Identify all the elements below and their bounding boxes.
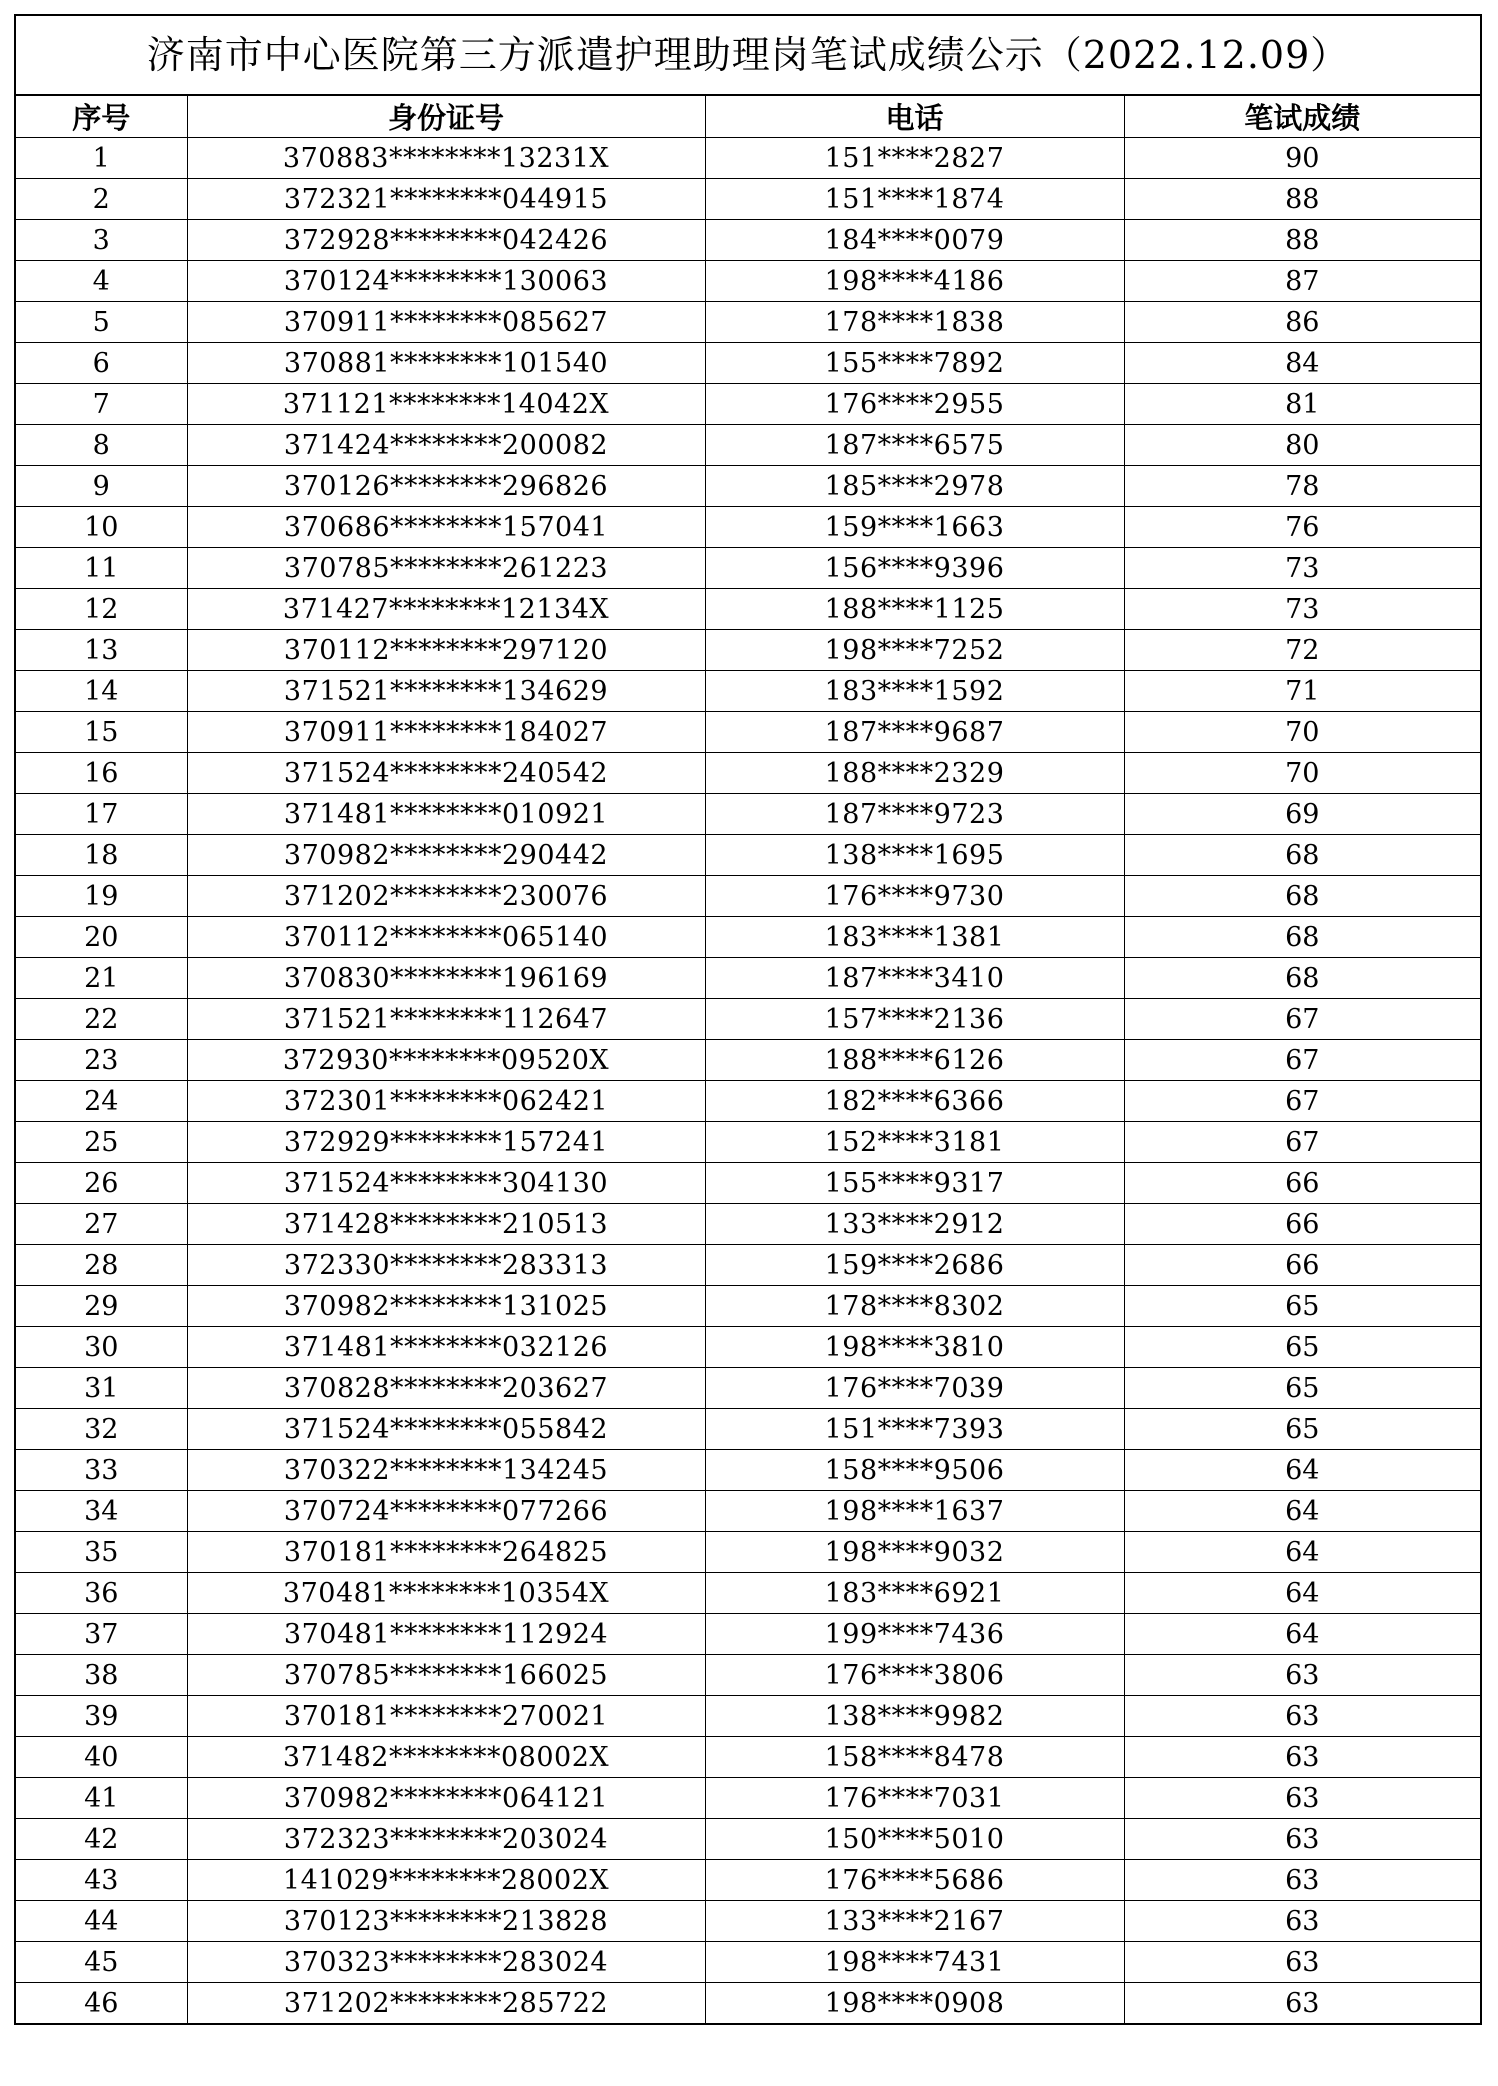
- cell-phone: 155****9317: [705, 1163, 1124, 1204]
- cell-written-score: 65: [1124, 1286, 1480, 1327]
- cell-number: 30: [16, 1327, 187, 1368]
- cell-written-score: 64: [1124, 1573, 1480, 1614]
- cell-id-number: 372323********203024: [187, 1819, 705, 1860]
- cell-phone: 198****7252: [705, 630, 1124, 671]
- cell-written-score: 63: [1124, 1983, 1480, 2024]
- cell-phone: 188****2329: [705, 753, 1124, 794]
- cell-written-score: 64: [1124, 1614, 1480, 1655]
- cell-number: 35: [16, 1532, 187, 1573]
- cell-id-number: 371521********112647: [187, 999, 705, 1040]
- table-row: [16, 179, 1480, 220]
- cell-number: 34: [16, 1491, 187, 1532]
- cell-id-number: 371481********032126: [187, 1327, 705, 1368]
- cell-id-number: 370724********077266: [187, 1491, 705, 1532]
- table-row: [16, 1081, 1480, 1122]
- table-row: [16, 999, 1480, 1040]
- cell-phone: 176****3806: [705, 1655, 1124, 1696]
- cell-id-number: 372928********042426: [187, 220, 705, 261]
- cell-id-number: 371424********200082: [187, 425, 705, 466]
- cell-number: 31: [16, 1368, 187, 1409]
- cell-phone: 187****9723: [705, 794, 1124, 835]
- cell-number: 24: [16, 1081, 187, 1122]
- cell-written-score: 73: [1124, 589, 1480, 630]
- cell-id-number: 371521********134629: [187, 671, 705, 712]
- cell-written-score: 63: [1124, 1655, 1480, 1696]
- table-row: [16, 1409, 1480, 1450]
- cell-id-number: 371524********240542: [187, 753, 705, 794]
- cell-number: 10: [16, 507, 187, 548]
- cell-written-score: 65: [1124, 1368, 1480, 1409]
- cell-number: 43: [16, 1860, 187, 1901]
- cell-written-score: 63: [1124, 1819, 1480, 1860]
- cell-id-number: 371121********14042X: [187, 384, 705, 425]
- cell-written-score: 63: [1124, 1778, 1480, 1819]
- table-row: [16, 1614, 1480, 1655]
- cell-phone: 176****9730: [705, 876, 1124, 917]
- cell-number: 22: [16, 999, 187, 1040]
- cell-phone: 176****2955: [705, 384, 1124, 425]
- cell-phone: 159****2686: [705, 1245, 1124, 1286]
- cell-number: 23: [16, 1040, 187, 1081]
- cell-written-score: 68: [1124, 917, 1480, 958]
- cell-phone: 151****1874: [705, 179, 1124, 220]
- table-row: [16, 1368, 1480, 1409]
- cell-number: 38: [16, 1655, 187, 1696]
- cell-number: 18: [16, 835, 187, 876]
- cell-number: 16: [16, 753, 187, 794]
- cell-id-number: 370785********166025: [187, 1655, 705, 1696]
- table-row: [16, 1655, 1480, 1696]
- cell-phone: 159****1663: [705, 507, 1124, 548]
- cell-number: 11: [16, 548, 187, 589]
- table-row: [16, 1819, 1480, 1860]
- cell-written-score: 90: [1124, 138, 1480, 179]
- cell-number: 15: [16, 712, 187, 753]
- cell-phone: 138****9982: [705, 1696, 1124, 1737]
- cell-id-number: 370481********10354X: [187, 1573, 705, 1614]
- table-row: [16, 220, 1480, 261]
- cell-written-score: 73: [1124, 548, 1480, 589]
- cell-phone: 198****0908: [705, 1983, 1124, 2024]
- cell-number: 2: [16, 179, 187, 220]
- table-row: [16, 384, 1480, 425]
- cell-written-score: 70: [1124, 712, 1480, 753]
- cell-phone: 133****2912: [705, 1204, 1124, 1245]
- cell-phone: 187****3410: [705, 958, 1124, 999]
- cell-written-score: 71: [1124, 671, 1480, 712]
- cell-number: 4: [16, 261, 187, 302]
- cell-id-number: 372301********062421: [187, 1081, 705, 1122]
- table-row: [16, 1245, 1480, 1286]
- cell-phone: 198****3810: [705, 1327, 1124, 1368]
- cell-id-number: 370982********064121: [187, 1778, 705, 1819]
- table-row: [16, 1901, 1480, 1942]
- cell-written-score: 69: [1124, 794, 1480, 835]
- cell-number: 39: [16, 1696, 187, 1737]
- cell-id-number: 370323********283024: [187, 1942, 705, 1983]
- cell-id-number: 370830********196169: [187, 958, 705, 999]
- cell-phone: 198****1637: [705, 1491, 1124, 1532]
- cell-phone: 151****2827: [705, 138, 1124, 179]
- cell-id-number: 371524********055842: [187, 1409, 705, 1450]
- cell-id-number: 372321********044915: [187, 179, 705, 220]
- table-row: [16, 958, 1480, 999]
- cell-number: 37: [16, 1614, 187, 1655]
- cell-number: 28: [16, 1245, 187, 1286]
- results-table: [16, 96, 1480, 2023]
- cell-phone: 176****7031: [705, 1778, 1124, 1819]
- cell-number: 14: [16, 671, 187, 712]
- cell-number: 9: [16, 466, 187, 507]
- page-title: 济南市中心医院第三方派遣护理助理岗笔试成绩公示（2022.12.09）: [16, 16, 1480, 96]
- cell-phone: 187****6575: [705, 425, 1124, 466]
- cell-written-score: 66: [1124, 1204, 1480, 1245]
- cell-id-number: 370982********290442: [187, 835, 705, 876]
- table-body: [16, 138, 1480, 2024]
- cell-phone: 176****7039: [705, 1368, 1124, 1409]
- cell-id-number: 370982********131025: [187, 1286, 705, 1327]
- cell-id-number: 370481********112924: [187, 1614, 705, 1655]
- table-row: [16, 1778, 1480, 1819]
- cell-written-score: 88: [1124, 220, 1480, 261]
- cell-id-number: 370181********264825: [187, 1532, 705, 1573]
- cell-number: 25: [16, 1122, 187, 1163]
- cell-written-score: 67: [1124, 999, 1480, 1040]
- cell-number: 42: [16, 1819, 187, 1860]
- cell-written-score: 87: [1124, 261, 1480, 302]
- table-row: [16, 1573, 1480, 1614]
- table-row: [16, 1737, 1480, 1778]
- column-header-id-number: 身份证号: [187, 96, 705, 138]
- cell-id-number: 370686********157041: [187, 507, 705, 548]
- cell-written-score: 65: [1124, 1409, 1480, 1450]
- cell-phone: 158****8478: [705, 1737, 1124, 1778]
- table-header-row: [16, 96, 1480, 138]
- cell-phone: 138****1695: [705, 835, 1124, 876]
- table-row: [16, 1983, 1480, 2024]
- cell-phone: 187****9687: [705, 712, 1124, 753]
- table-row: [16, 425, 1480, 466]
- cell-id-number: 371428********210513: [187, 1204, 705, 1245]
- table-row: [16, 1942, 1480, 1983]
- table-row: [16, 466, 1480, 507]
- table-row: [16, 138, 1480, 179]
- cell-number: 32: [16, 1409, 187, 1450]
- cell-number: 12: [16, 589, 187, 630]
- cell-written-score: 70: [1124, 753, 1480, 794]
- cell-number: 27: [16, 1204, 187, 1245]
- cell-written-score: 67: [1124, 1081, 1480, 1122]
- cell-phone: 183****1381: [705, 917, 1124, 958]
- cell-written-score: 72: [1124, 630, 1480, 671]
- table-row: [16, 794, 1480, 835]
- cell-written-score: 78: [1124, 466, 1480, 507]
- table-row: [16, 1491, 1480, 1532]
- cell-written-score: 65: [1124, 1327, 1480, 1368]
- cell-number: 8: [16, 425, 187, 466]
- table-row: [16, 1204, 1480, 1245]
- table-row: [16, 712, 1480, 753]
- cell-phone: 150****5010: [705, 1819, 1124, 1860]
- cell-written-score: 68: [1124, 958, 1480, 999]
- cell-phone: 183****1592: [705, 671, 1124, 712]
- cell-id-number: 370123********213828: [187, 1901, 705, 1942]
- cell-number: 40: [16, 1737, 187, 1778]
- cell-number: 21: [16, 958, 187, 999]
- cell-written-score: 68: [1124, 876, 1480, 917]
- table-row: [16, 917, 1480, 958]
- cell-written-score: 63: [1124, 1696, 1480, 1737]
- cell-written-score: 84: [1124, 343, 1480, 384]
- cell-written-score: 63: [1124, 1737, 1480, 1778]
- cell-written-score: 66: [1124, 1163, 1480, 1204]
- cell-id-number: 370883********13231X: [187, 138, 705, 179]
- cell-phone: 185****2978: [705, 466, 1124, 507]
- column-header-phone: 电话: [705, 96, 1124, 138]
- cell-number: 44: [16, 1901, 187, 1942]
- cell-id-number: 370911********184027: [187, 712, 705, 753]
- cell-written-score: 81: [1124, 384, 1480, 425]
- cell-phone: 188****6126: [705, 1040, 1124, 1081]
- cell-written-score: 76: [1124, 507, 1480, 548]
- cell-id-number: 371427********12134X: [187, 589, 705, 630]
- cell-written-score: 64: [1124, 1532, 1480, 1573]
- cell-number: 41: [16, 1778, 187, 1819]
- table-row: [16, 1327, 1480, 1368]
- table-row: [16, 753, 1480, 794]
- table-row: [16, 671, 1480, 712]
- cell-phone: 178****1838: [705, 302, 1124, 343]
- cell-phone: 156****9396: [705, 548, 1124, 589]
- table-row: [16, 302, 1480, 343]
- table-row: [16, 343, 1480, 384]
- cell-id-number: 372930********09520X: [187, 1040, 705, 1081]
- cell-phone: 184****0079: [705, 220, 1124, 261]
- column-header-number: 序号: [16, 96, 187, 138]
- cell-number: 17: [16, 794, 187, 835]
- cell-phone: 178****8302: [705, 1286, 1124, 1327]
- cell-phone: 183****6921: [705, 1573, 1124, 1614]
- table-row: [16, 1696, 1480, 1737]
- cell-id-number: 370785********261223: [187, 548, 705, 589]
- cell-id-number: 370126********296826: [187, 466, 705, 507]
- cell-number: 26: [16, 1163, 187, 1204]
- cell-number: 33: [16, 1450, 187, 1491]
- cell-written-score: 67: [1124, 1122, 1480, 1163]
- cell-written-score: 80: [1124, 425, 1480, 466]
- cell-id-number: 370112********065140: [187, 917, 705, 958]
- cell-number: 6: [16, 343, 187, 384]
- table-row: [16, 1040, 1480, 1081]
- column-header-written-score: 笔试成绩: [1124, 96, 1480, 138]
- cell-number: 1: [16, 138, 187, 179]
- cell-id-number: 372929********157241: [187, 1122, 705, 1163]
- cell-id-number: 371482********08002X: [187, 1737, 705, 1778]
- cell-number: 29: [16, 1286, 187, 1327]
- table-row: [16, 1163, 1480, 1204]
- table-row: [16, 835, 1480, 876]
- cell-phone: 133****2167: [705, 1901, 1124, 1942]
- cell-written-score: 67: [1124, 1040, 1480, 1081]
- cell-phone: 198****9032: [705, 1532, 1124, 1573]
- cell-written-score: 63: [1124, 1901, 1480, 1942]
- cell-number: 20: [16, 917, 187, 958]
- cell-number: 45: [16, 1942, 187, 1983]
- table-row: [16, 261, 1480, 302]
- cell-id-number: 371524********304130: [187, 1163, 705, 1204]
- cell-phone: 157****2136: [705, 999, 1124, 1040]
- cell-id-number: 370828********203627: [187, 1368, 705, 1409]
- cell-phone: 198****7431: [705, 1942, 1124, 1983]
- table-row: [16, 1860, 1480, 1901]
- cell-number: 13: [16, 630, 187, 671]
- cell-written-score: 88: [1124, 179, 1480, 220]
- cell-number: 3: [16, 220, 187, 261]
- cell-phone: 199****7436: [705, 1614, 1124, 1655]
- cell-id-number: 371481********010921: [187, 794, 705, 835]
- cell-number: 5: [16, 302, 187, 343]
- cell-written-score: 86: [1124, 302, 1480, 343]
- cell-phone: 176****5686: [705, 1860, 1124, 1901]
- table-row: [16, 1122, 1480, 1163]
- results-sheet: [14, 14, 1482, 2025]
- cell-id-number: 370112********297120: [187, 630, 705, 671]
- cell-phone: 152****3181: [705, 1122, 1124, 1163]
- cell-id-number: 372330********283313: [187, 1245, 705, 1286]
- cell-phone: 158****9506: [705, 1450, 1124, 1491]
- table-row: [16, 630, 1480, 671]
- table-row: [16, 1450, 1480, 1491]
- cell-id-number: 371202********285722: [187, 1983, 705, 2024]
- table-row: [16, 876, 1480, 917]
- cell-phone: 151****7393: [705, 1409, 1124, 1450]
- cell-written-score: 63: [1124, 1860, 1480, 1901]
- cell-phone: 198****4186: [705, 261, 1124, 302]
- cell-written-score: 64: [1124, 1491, 1480, 1532]
- table-row: [16, 1286, 1480, 1327]
- cell-number: 36: [16, 1573, 187, 1614]
- table-row: [16, 1532, 1480, 1573]
- table-row: [16, 589, 1480, 630]
- cell-written-score: 66: [1124, 1245, 1480, 1286]
- cell-phone: 182****6366: [705, 1081, 1124, 1122]
- cell-number: 46: [16, 1983, 187, 2024]
- cell-id-number: 370881********101540: [187, 343, 705, 384]
- cell-id-number: 370124********130063: [187, 261, 705, 302]
- cell-id-number: 370322********134245: [187, 1450, 705, 1491]
- cell-phone: 188****1125: [705, 589, 1124, 630]
- cell-id-number: 370181********270021: [187, 1696, 705, 1737]
- cell-phone: 155****7892: [705, 343, 1124, 384]
- cell-id-number: 141029********28002X: [187, 1860, 705, 1901]
- cell-written-score: 64: [1124, 1450, 1480, 1491]
- cell-number: 19: [16, 876, 187, 917]
- table-row: [16, 507, 1480, 548]
- cell-id-number: 371202********230076: [187, 876, 705, 917]
- cell-number: 7: [16, 384, 187, 425]
- cell-id-number: 370911********085627: [187, 302, 705, 343]
- cell-written-score: 63: [1124, 1942, 1480, 1983]
- table-row: [16, 548, 1480, 589]
- cell-written-score: 68: [1124, 835, 1480, 876]
